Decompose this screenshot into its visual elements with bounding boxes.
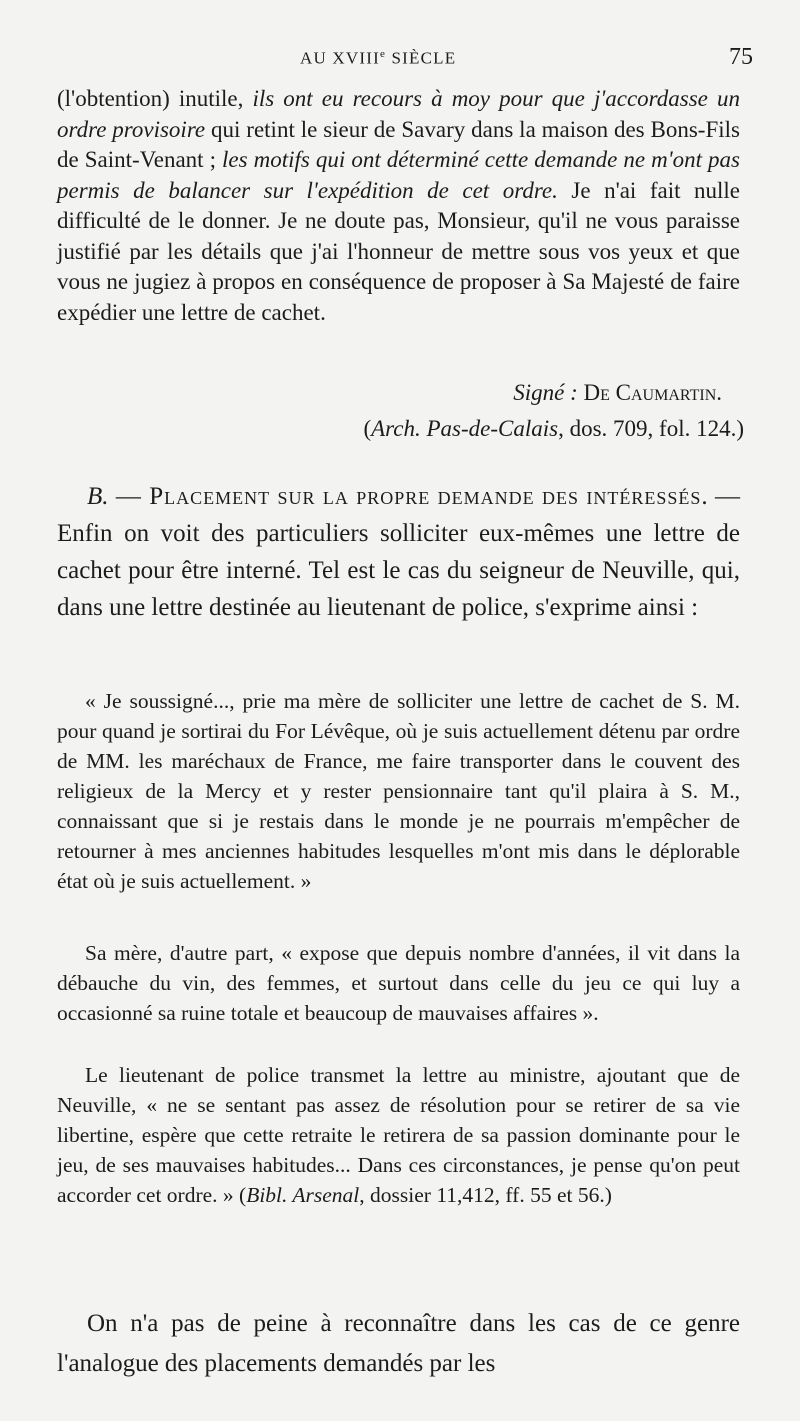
page-header	[0, 44, 800, 78]
section-b-paragraph: B. — Placement sur la propre demande des intéressés. — Enfin on voit des particuliers solliciter eux-mêmes une lettre de cachet pour être interné. Tel est le cas du seigneur de Neuville, qui, dans une lettre destinée au lieutenant de police, s'exprime ainsi :	[57, 483, 740, 621]
archive-citation: (Arch. Pas-de-Calais, dos. 709, fol. 124.)	[363, 416, 744, 441]
mother-quote-paragraph: Sa mère, d'autre part, « expose que depuis nombre d'années, il vit dans la débauche du vin, des femmes, et surtout dans celle du jeu ce qui luy a occasionné sa ruine totale et beaucoup de mauvaises affaires ».	[57, 941, 740, 1025]
page-number: 75	[729, 44, 753, 70]
running-head: AU XVIIIe SIÈCLE	[300, 48, 457, 68]
quoted-letter-paragraph: « Je soussigné..., prie ma mère de solliciter une lettre de cachet de S. M. pour quand je sortirai du For Lévêque, où je suis actuellement détenu par ordre de MM. les maréchaux de France, me faire transporter dans le couvent des religieux de la Mercy et y rester pensionnaire tant qu'il plaira à S. M., connaissant que si je restais dans le monde je ne pourrais m'empêcher de retourner à mes anciennes habitudes lesquelles m'ont mis dans le déplorable état où je suis actuellement. »	[57, 689, 740, 893]
signature-line: Signé : De Caumartin.	[513, 380, 722, 405]
section-heading: — Placement sur la propre demande des intéressés.	[108, 483, 709, 510]
letter-continuation-paragraph: (l'obtention) inutile, ils ont eu recours à moy pour que j'accordasse un ordre provisoire qui retint le sieur de Savary dans la maison des Bons-Fils de Saint-Venant ; les motifs qui ont déterminé cette demande ne m'ont pas permis de balancer sur l'expédition de cet ordre. Je n'ai fait nulle difficulté de le donner. Je ne doute pas, Monsieur, qu'il ne vous paraisse justifié par les détails que j'ai l'honneur de mettre sous vos yeux et que vous ne jugiez à propos en conséquence de proposer à Sa Majesté de faire expédier une lettre de cachet.	[57, 86, 740, 325]
closing-paragraph: On n'a pas de peine à reconnaître dans les cas de ce genre l'analogue des placements demandés par les	[57, 1310, 740, 1377]
police-lieutenant-paragraph: Le lieutenant de police transmet la lettre au ministre, ajoutant que de Neuville, « ne se sentant pas assez de résolution pour se retirer de sa vie libertine, espère que cette retraite le retirera de sa passion dominante pour le jeu, de ses mauvaises habitudes... Dans ces circonstances, je pense qu'on peut accorder cet ordre. » (Bibl. Arsenal, dossier 11,412, ff. 55 et 56.)	[57, 1063, 740, 1207]
